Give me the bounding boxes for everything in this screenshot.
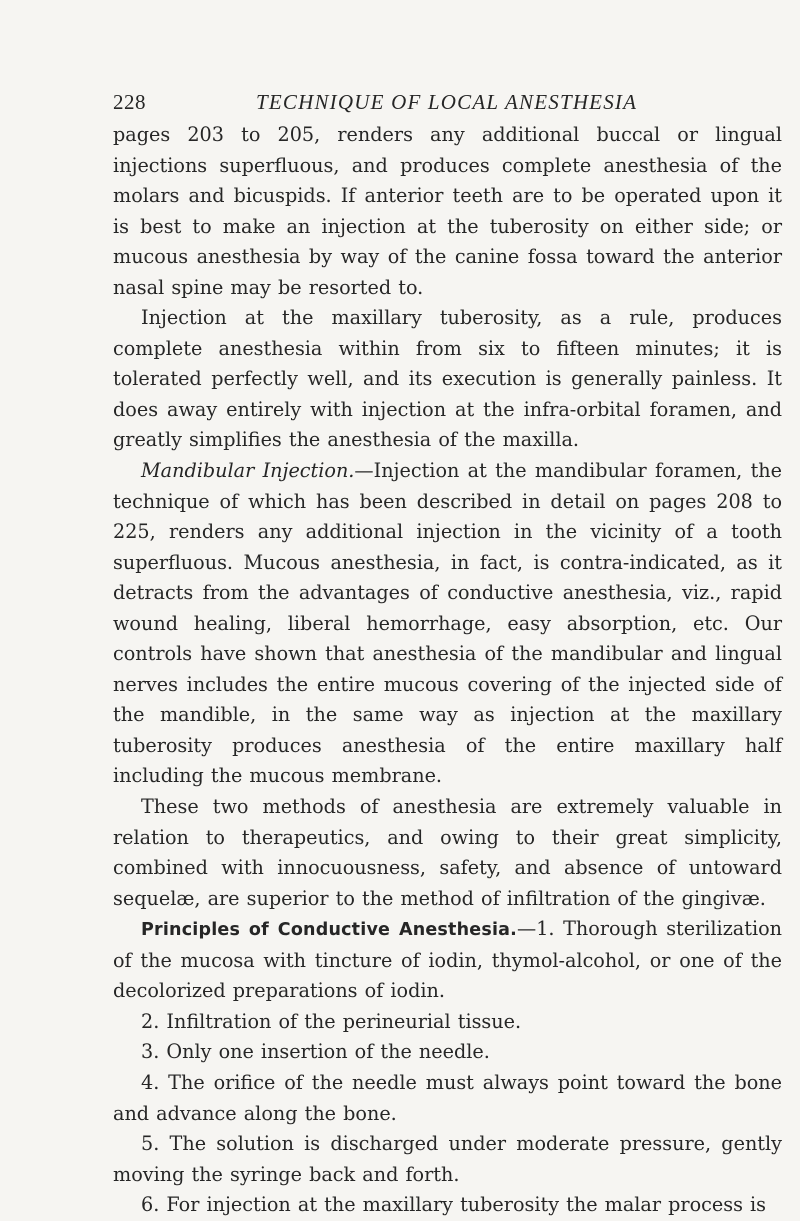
paragraph-mandibular-injection: Mandibular Injection.—Injection at the mandibular foramen, the technique of which has been described in detail on pages 208 to 225, renders any additional injection in the vicinity of a tooth superfluous. Mucous anesthesia, in fact, is contra-indicated, as it detracts from the advantages of conductive anesthesia, viz., rapid wound healing, liberal hemorrhage, easy absorption, etc. Our controls have shown that anesthesia of the mandibular and lingual nerves includes the entire mucous covering of the injected side of the mandible, in the same way as injection at the maxillary tuberosity produces anesthesia of the entire maxillary half including the mucous membrane. — [113, 459, 782, 788]
mandibular-injection-heading: Mandibular Injection. — [141, 459, 355, 483]
paragraph-principles: Principles of Conductive Anesthesia.—1. Thorough sterilization of the mucosa with tincture of iodin, thymol-alcohol, or one of the decolorized preparations of iodin. — [113, 917, 782, 1003]
list-item-6: 6. For injection at the maxillary tuberosity the malar process is — [141, 1193, 767, 1217]
page-number: 228 — [113, 90, 146, 114]
list-item-2: 2. Infiltration of the perineurial tissue. — [141, 1009, 522, 1033]
running-title: TECHNIQUE OF LOCAL ANESTHESIA — [256, 90, 638, 114]
running-head — [113, 86, 638, 118]
body-text — [113, 120, 782, 1221]
paragraph-continuation: pages 203 to 205, renders any additional buccal or lingual injections superfluous, and produces complete anesthesia of the molars and bicuspids. If anterior teeth are to be operated upon it is best to make an injection at the tuberosity on either side; or mucous anesthesia by way of the canine fossa toward the anterior nasal spine may be resorted to. — [113, 123, 782, 299]
paragraph-maxillary-tuberosity: Injection at the maxillary tuberosity, as a rule, produces complete anesthesia within from six to fifteen minutes; it is tolerated perfectly well, and its execution is generally painless. It does away entirely with injection at the infra-orbital foramen, and greatly simplifies the anesthesia of the maxilla. — [113, 306, 782, 452]
paragraph-two-methods: These two methods of anesthesia are extremely valuable in relation to therapeutics, and owing to their great simplicity, combined with innocuousness, safety, and absence of untoward sequelæ, are superior to the method of infiltration of the gingivæ. — [113, 795, 782, 910]
list-item-5: 5. The solution is discharged under moderate pressure, gently moving the syringe back and forth. — [113, 1132, 782, 1186]
list-item-3: 3. Only one insertion of the needle. — [141, 1040, 490, 1064]
principles-heading: Principles of Conductive Anesthesia. — [141, 920, 517, 941]
list-item-4: 4. The orifice of the needle must always point toward the bone and advance along the bone. — [113, 1070, 782, 1125]
